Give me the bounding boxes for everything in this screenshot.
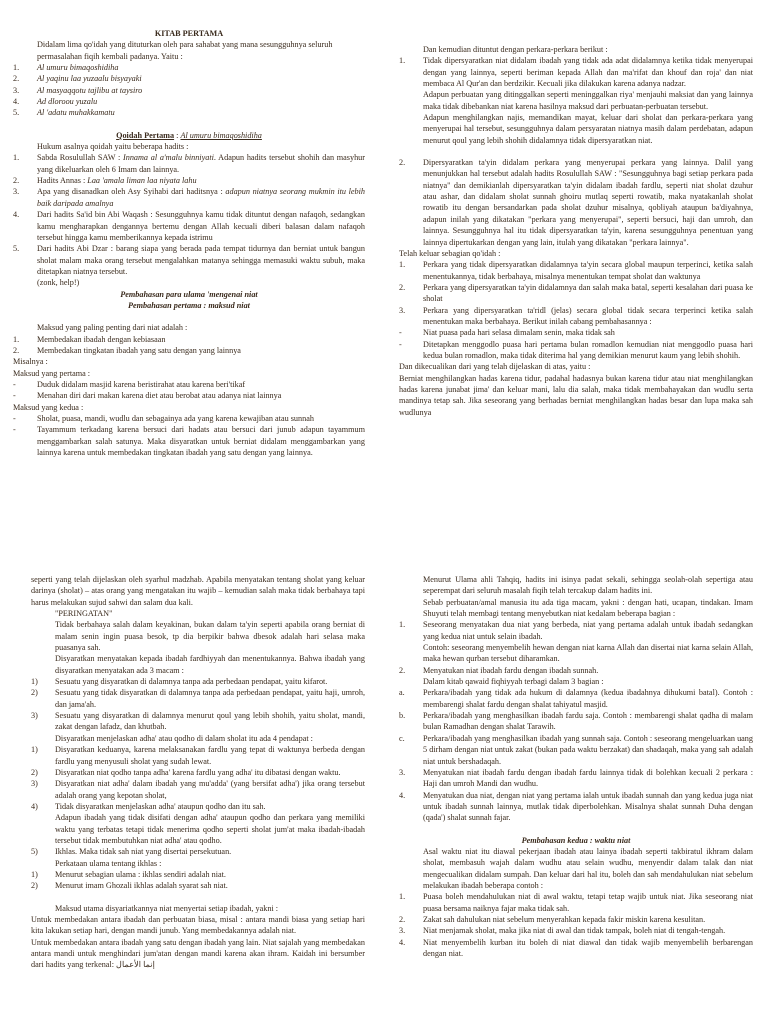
column-top-right — [399, 44, 753, 418]
list-text: Al yaqinu laa yuzaalu bisyayaki — [37, 74, 142, 84]
list-text: Menahan diri dari makan karena diet atau berobat atau adanya niat lainnya — [37, 391, 282, 401]
paragraph: Dan dikecualikan dari yang telah dijelaskan di atas, yaitu : — [399, 362, 591, 372]
list-text: Niat menyembelih kurban itu boleh di niat diawal dan tidak wajib menyembelih berbarengan dengan niat. — [423, 937, 753, 958]
list-item — [399, 665, 753, 676]
paragraph: seperti yang telah dijelaskan oleh syarhul madzhab. Apabila menyatakan tentang sholat yang keluar darinya (sholat) – atas orang yang mengatakan itu wajib – kemudian salah maka tidak berbahaya tapi harus melakukan sujud sahwi dan salam dua kali. — [31, 575, 365, 607]
list-marker: 1. — [13, 334, 20, 344]
list-item — [399, 55, 753, 89]
paragraph: Adapun menghilangkan najis, memandikan mayat, keluar dari sholat dan perkara-perkara yang menyerupai hal tersebut, sesungguhnya dalam persyaratan niatnya masih dalam perdebatan, adapun menurut qoul yang lebih shohih didalamnya tidak dipersyaratkan niat. — [423, 113, 753, 145]
list-item — [31, 869, 365, 880]
section-heading: Pembahasan kedua : waktu niat — [521, 835, 631, 845]
paragraph: Untuk membedakan antara ibadah dan perbuatan biasa, misal : antara mandi biasa yang setiap hari kita lakukan setiap hari, dengan mandi junub. Yang membedakannya adalah niat. — [31, 914, 365, 936]
paragraph: Disyaratkan menjelaskan adha' atau qodho di dalam sholat itu ada 4 pendapat : — [55, 733, 313, 743]
list-text: Perkara yang dipersyaratkan ta'yin didalamnya dan salah maka batal, seperti kesalahan dari puasa ke sholat — [423, 282, 753, 304]
paragraph: Hukum asalnya qoidah yaitu beberapa hadits : — [37, 142, 189, 152]
list-marker: 1. — [399, 620, 406, 630]
hadits-note: . Adapun hadits tersebut shohih dan masyhur yang dikeluarkan oleh 6 Imam dan lainnya. — [37, 153, 365, 174]
list-item — [31, 710, 365, 733]
list-marker: 2. — [399, 665, 406, 675]
list-marker: 5. — [13, 244, 20, 254]
list-marker: 3. — [13, 85, 20, 95]
list-item — [13, 73, 365, 84]
list-marker: 1. — [13, 153, 20, 163]
note-text: (zonk, help!) — [37, 278, 80, 288]
list-marker: 3. — [399, 926, 406, 936]
notice-heading: "PERINGATAN" — [55, 609, 113, 619]
list-item — [13, 243, 365, 277]
list-item — [399, 733, 753, 767]
list-marker: 3) — [31, 779, 38, 789]
paragraph: Disyaratkan menyatakan kepada ibadah fardhiyyah dan menentukannya. Bahwa ibadah yang disyaratkan menyatakan ada 3 macam : — [55, 654, 365, 675]
list-item — [31, 846, 365, 857]
list-marker: 3) — [31, 711, 38, 721]
list-marker: 2) — [31, 881, 38, 891]
list-text: Disyaratkan keduanya, karena melaksanakan fardlu yang tepat di waktunya berbeda dengan fardlu yang menyusuli sholat yang sudah lewat. — [55, 745, 365, 766]
list-text: Puasa boleh mendahulukan niat di awal waktu, tetapi tetap wajib untuk niat. Jika seseorang niat puasa bersama naiknya fajar maka tidak sah. — [423, 892, 753, 913]
list-item — [399, 157, 753, 248]
list-item — [399, 767, 753, 790]
list-item — [399, 339, 753, 362]
paragraph: Misalnya : — [13, 357, 48, 367]
list-text: Menyatukan dua niat, dengan niat yang pertama ialah untuk ibadah sunnah dan yang kedua juga niat untuk ibadah sunnah lainnya, mutlak tidak diperbolehkan. Misalnya shalat sunnah Duha dengan (qada') shalat sunnah fajar. — [423, 790, 753, 823]
list-marker: - — [13, 391, 16, 401]
list-text: Ditetapkan menggodlo puasa hari pertama bulan romadlon kemudian niat menggodlo puasa hari kedua bulan romadlon, maka tidak diterima hal yang demikian menurut kaum yang lebih shohih. — [423, 339, 753, 360]
list-text: Disyaratkan niat qodho tanpa adha' karena fardlu yang adha' itu dibatasi dengan waktu. — [55, 767, 341, 777]
paragraph: Asal waktu niat itu diawal pekerjaan ibadah atau lainya ibadah seperti takbiratul ikhram dalam sholat, membasuh wajah dalam wudhu atau selain wudhu, menyendir dalam talak dan niat mengecualikan didalam sumpah. Dan keluar dari hal itu, boleh dan sah mendahulukan niat sebelum melakukan ibadah beberapa contoh : — [423, 846, 753, 890]
paragraph: Tidak berbahaya salah dalam keyakinan, bukan dalam ta'yin seperti apabila orang berniat di malam senin ingin puasa besok, tp dia berpikir bahwa dbesok adalah hari selasa maka puasanya sah. — [55, 620, 365, 653]
intro-text: Didalam lima qo'idah yang dituturkan oleh para sahabat yang mana sesungguhnya seluruh permasalahan fiqih kembali padanya. Yaitu : — [37, 40, 333, 61]
list-marker: 1. — [13, 63, 20, 73]
list-text: Sesuatu yang disyaratkan di dalamnya tanpa ada perbedaan pendapat, yaitu kifarot. — [55, 677, 328, 687]
list-marker: - — [399, 339, 402, 349]
list-item — [399, 914, 753, 925]
list-marker: 5) — [31, 847, 38, 857]
paragraph: Berniat menghilangkan hadas karena tidur, padahal hadasnya bukan karena tidur atau niat menghilangkan hadas karena junabat jima' dan keluar mani, lalu dia salah, maka tidak membahayakan dan wudlu serta mandinya tetap sah. Jika seseorang yang berhadas berniat menghilangkan hadas besar dan lupa maka sah wudlunya — [399, 373, 753, 417]
list-text: Sesuatu yang tidak disyaratkan di dalamnya tanpa ada perbedaan pendapat, yaitu haji, umroh, dan jama'ah. — [55, 688, 365, 709]
list-text: Sholat, puasa, mandi, wudlu dan sebagainya ada yang karena kewajiban atau sunnah — [37, 414, 314, 423]
column-bottom-right — [399, 574, 753, 959]
list-item — [31, 880, 365, 891]
list-marker: 4. — [399, 937, 406, 947]
list-text: Perkara yang tidak dipersyaratkan didalamnya ta'yin secara global maupun terperinci, ketika salah menentukannya, tidak berbahaya, misalnya menentukan tempat sholat dan waktunya — [423, 260, 753, 281]
list-item — [13, 152, 365, 175]
list-item — [13, 96, 365, 107]
list-item — [399, 790, 753, 824]
column-bottom-left — [31, 574, 365, 971]
list-item — [31, 687, 365, 710]
column-top-left — [13, 28, 365, 458]
heading-label: Qoidah Pertama — [116, 130, 175, 140]
list-text: Menurut sebagian ulama : ikhlas sendiri adalah niat. — [55, 869, 226, 879]
list-item — [399, 259, 753, 282]
list-marker: b. — [399, 711, 406, 721]
list-marker: - — [13, 379, 16, 389]
list-item — [399, 925, 753, 936]
list-marker: 2. — [13, 176, 20, 186]
subheading: Pembahasan para ulama 'mengenai niat — [120, 289, 258, 299]
section-heading — [13, 130, 365, 141]
list-marker: - — [13, 414, 16, 423]
list-marker: c. — [399, 733, 405, 743]
list-marker: - — [13, 425, 16, 435]
list-item — [13, 379, 365, 390]
list-item — [399, 327, 753, 338]
list-item — [13, 424, 365, 458]
list-marker: a. — [399, 688, 405, 698]
heading-value: Al umuru bimaqoshidiha — [180, 130, 262, 140]
qoidah-list — [13, 62, 365, 119]
list-marker: 1) — [31, 745, 38, 755]
list-item — [13, 85, 365, 96]
list-item — [399, 282, 753, 305]
list-item — [13, 186, 365, 209]
list-text: Seseorang menyatakan dua niat yang berbeda, niat yang pertama adalah untuk ibadah sedangkan yang kedua niat untuk selain ibadah. — [423, 620, 753, 641]
paragraph: Sebab perbuatan/amal manusia itu ada tiga macam, yakni : dengan hati, ucapan, tindakan. Imam Shuyuti telah membagi tentang menyebutkan niat kedalam beberapa bagian : — [423, 597, 753, 619]
list-marker: 4. — [399, 790, 406, 800]
list-marker: 1) — [31, 677, 38, 687]
list-text: Perkara/ibadah yang tidak ada hukum di dalamnya (kedua ibadahnya dihukumi batal). Contoh : membarengi shalat fardu dengan shalat tahiyatul masjid. — [423, 688, 753, 709]
list-text: Al masyaqqotu tajlibu at taysiro — [37, 85, 143, 95]
paragraph: Telah keluar sebagian qo'idah : — [399, 248, 501, 258]
list-marker: 2. — [399, 158, 406, 168]
list-text: Perkara yang dipersyaratkan ta'ridl (jelas) secara global tidak secara terperinci ketika salah menentukan maka berbahaya. Berikut inilah cabang pembahasannya : — [423, 305, 753, 326]
list-item — [31, 676, 365, 687]
list-text: Ikhlas. Maka tidak sah niat yang disertai persekutuan. — [55, 847, 232, 857]
hadits-text: Hadits Annas : — [37, 176, 88, 186]
list-text: Niat puasa pada hari selasa dimalam senin, maka tidak sah — [423, 328, 615, 338]
paragraph: Adapun perbuatan yang ditinggalkan seperti meninggalkan riya' menjauhi maksiat dan yang lainnya maka tidak dibebankan niat karena hasilnya maksud dari perbuatan-perbuatan tersebut. — [423, 90, 753, 111]
list-marker: 4. — [13, 210, 20, 220]
list-marker: 2) — [31, 688, 38, 698]
paragraph: Maksud yang pertama : — [13, 368, 91, 378]
list-item — [31, 767, 365, 778]
list-text: Menyatukan niat ibadah fardu dengan ibadah sunnah. — [423, 665, 599, 675]
list-text: Perkara/ibadah yang menghasilkan ibadah yang sunnah saja. Contoh : seseorang mengeluarkan uang 5 dirham dengan niat untuk zakat (bukan pada waktu berzakat) dan shadaqah, maka yang sah adalah niat untuk bershadaqah. — [423, 733, 753, 766]
list-text: Menyatukan niat ibadah fardu dengan ibadah fardu lainnya tidak di bolehkan kecuali 2 perkara : Haji dan umroh Mandi dan wudhu. — [423, 767, 753, 789]
list-marker: 2. — [399, 914, 406, 924]
list-marker: 3. — [13, 187, 20, 197]
list-text: Tidak disyaratkan menjelaskan adha' ataupun qodho dan itu sah. — [55, 801, 266, 811]
list-item — [13, 107, 365, 118]
hadits-text: Dari hadits Abi Dzar : barang siapa yang berada pada tempat tidurnya dan berniat untuk bangun sholat malam maka orang tersebut mengalahkan matanya sehingga memasuki waktu subuh, maka ditetapkan niatnya tersebut. — [37, 244, 365, 276]
page-title: KITAB PERTAMA — [154, 29, 224, 38]
paragraph: Perkataan ulama tentang ikhlas : — [55, 858, 162, 868]
paragraph: Maksud yang kedua : — [13, 402, 84, 412]
paragraph: Maksud utama disyariatkannya niat menyertai setiap ibadah, yakni : — [55, 903, 279, 913]
list-item — [13, 209, 365, 243]
list-text: Membedakan tingkatan ibadah yang satu dengan yang lainnya — [37, 345, 241, 355]
list-text: Dipersyaratkan ta'yin didalam perkara yang menyerupai perkara yang lainnya. Dalil yang menunjukkan hal tersebut adalah hadits Rosulullah SAW : "Sesungguhnya bagi setiap perkara pada niatnya" dan demikianlah dipersyaratkan ta'yin didalam ibadah fardlu, seperti niat sholat dzuhur atau ashar, dan didalam sholat sunnah ghoiru mutlaq seperti rowatib, maka nyatakanlah sholat rowatib itu dengan bersandarkan pada sholat dzuhur misalnya, qobliyah ataupun ba'diyahnya, adapun inilah yang dikatakan "perkara yang menyerupai", seperti bersuci, haji dan umroh, dan lainnya. Sesungguhnya hal itu tidak dipersyaratkan ta'yin, karena sesungguhnya penentuan yang lainnya dipertukarkan dengan yang lain, itulah yang dikatakan "perkara lainnya". — [423, 158, 753, 247]
subheading: Pembahasan pertama : maksud niat — [128, 300, 250, 310]
hadits-text: Sabda Rosulullah SAW : — [37, 153, 124, 163]
list-item — [13, 345, 365, 356]
list-text: Ad dloroou yuzalu — [37, 97, 98, 107]
list-text: Tidak dipersyaratkan niat didalam ibadah yang tidak ada adat didalamnya ketika tidak menyerupai dengan yang lainnya, seperti beriman kepada Allah dan ma'rifat dan khouf dan roja' dan niat membaca Al Qur'an dan berdzikir. Kecuali jika dilakukan karena adanya nadzar. — [423, 56, 753, 89]
list-marker: 2. — [399, 282, 406, 292]
paragraph: Maksud yang paling penting dari niat adalah : — [37, 323, 188, 333]
list-item — [13, 175, 365, 186]
list-marker: 4. — [13, 97, 20, 107]
list-text: Al umuru bimaqoshidiha — [37, 63, 119, 73]
list-text: Membedakan ibadah dengan kebiasaan — [37, 334, 166, 344]
list-text: Menurut imam Ghozali ikhlas adalah syarat sah niat. — [55, 881, 228, 891]
list-text: Al 'adatu muhakkamatu — [37, 108, 115, 118]
list-item — [399, 891, 753, 914]
list-item — [399, 937, 753, 960]
list-text: Sesuatu yang disyaratkan di dalamnya menurut qoul yang lebih shohih, yaitu sholat, mandi, zakat dengan lafadz, dan khutbah. — [55, 711, 365, 732]
hadits-text: Dari hadits Sa'id bin Abi Waqash : Sesungguhnya kamu tidak dituntut dengan nafaqoh, sedangkan kamu mengharapkan dengannya bertemu dengan Allah kecuali diberi balasan dalam nafaqoh tersebut hingga kamu memberikannya kepada istrimu — [37, 210, 365, 242]
paragraph: Untuk membedakan antara ibadah yang satu dengan ibadah yang lain. Niat sajalah yang membedakan antara mandi untuk menghindari jum'atan dengan mandi karena akan ihram. Kaidah ini bersumber dari hadits yang terkenal: إنما الأعمال — [31, 937, 365, 970]
list-marker: 1. — [399, 892, 406, 902]
paragraph: Contoh: seseorang menyembelih hewan dengan niat karna Allah dan disertai niat karna selain Allah, maka hewan qurban tersebut diharamkan. — [423, 643, 753, 664]
list-text: Perkara/ibadah yang menghasilkan ibadah fardu saja. Contoh : membarengi shalat qadha di malam bulan Ramadhan dengan shalat Tarawih. — [423, 711, 753, 732]
paragraph: Dalam kitab qawaid fiqhiyyah terbagi dalam 3 bagian : — [423, 677, 604, 687]
list-marker: - — [399, 328, 402, 338]
list-text: Tayammum terkadang karena bersuci dari hadats atau bersuci dari junub adapun tayammum menggambarkan salah satunya. Maka disyaratkan untuk berniat didalam menggambarkan yang lainnya karena untuk membedakan tingkatan ibadah yang satu dengan yang lainnya. — [37, 425, 365, 458]
list-item — [31, 801, 365, 812]
list-item — [13, 413, 365, 424]
list-item — [399, 305, 753, 328]
intro-text: Dan kemudian dituntut dengan perkara-perkara berikut : — [423, 45, 608, 54]
hadits-list — [13, 152, 365, 277]
list-text: Duduk didalam masjid karena beristirahat atau karena beri'tikaf — [37, 379, 246, 389]
hadits-text: Apa yang disanadkan oleh Asy Syihabi dari haditsnya : — [37, 187, 226, 197]
hadits-quote: Laa 'amala liman laa niyata lahu — [87, 176, 197, 186]
list-item — [13, 334, 365, 345]
list-marker: 2) — [31, 767, 38, 777]
list-marker: 3. — [399, 305, 406, 315]
list-item — [399, 619, 753, 642]
list-item — [13, 62, 365, 73]
list-item — [399, 687, 753, 710]
list-marker: 5. — [13, 108, 20, 118]
list-item — [31, 778, 365, 801]
list-text: Disyaratkan niat adha' dalam ibadah yang mu'adda' (yang bersifat adha') jika orang tersebut adalah orang yang kepotan sholat, — [55, 779, 365, 800]
list-text: Zakat sah dahulukan niat sebelum menyerahkan kepada fakir miskin karena kesulitan. — [423, 914, 706, 924]
list-marker: 1. — [399, 56, 406, 66]
list-item — [13, 390, 365, 401]
list-marker: 1) — [31, 869, 38, 879]
list-marker: 3. — [399, 767, 406, 777]
hadits-quote: Innama al a'malu binniyati — [123, 153, 214, 163]
heading-separator: : — [174, 130, 181, 140]
list-marker: 1. — [399, 260, 406, 270]
list-item — [399, 710, 753, 733]
paragraph: Menurut Ulama ahli Tahqiq, hadits ini isinya padat sekali, sehingga seolah-olah sepertiga atau seperempat dari seluruh masalah fiqih telah tercakup dalam hadits ini. — [423, 575, 753, 596]
list-text: Niat menjamak sholat, maka jika niat di awal dan tidak tampak, boleh niat di tengah-tengah. — [423, 926, 726, 936]
list-marker: 2. — [13, 345, 20, 355]
hadits-quote: adapun niatnya seorang mukmin itu lebih baik daripada amalnya — [37, 187, 365, 208]
list-marker: 4) — [31, 801, 38, 811]
list-item — [31, 744, 365, 767]
paragraph: Adapun ibadah yang tidak disifati dengan adha' ataupun qodho dan perkara yang memiliki waktu yang terbatas tetapi tidak menerima qodho seperti sholat jum'at maka ibadah-ibadah tersebut tidak membutuhkan niat adha' atau qodho. — [55, 813, 365, 845]
list-marker: 2. — [13, 74, 20, 84]
